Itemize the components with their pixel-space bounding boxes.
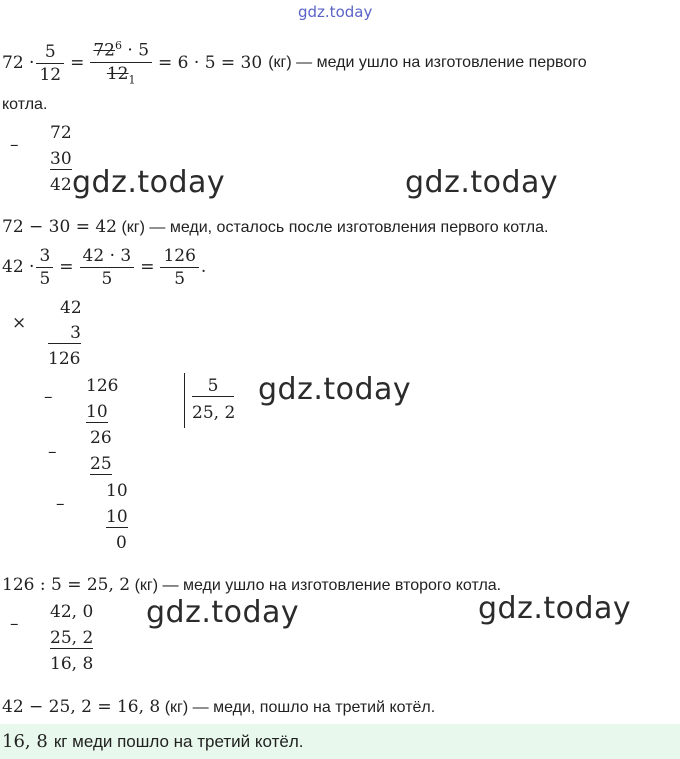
- step1-result: = 6 · 5 = 30: [158, 53, 263, 73]
- step1-text-line1: (кг) — меди ушло на изготовление первого: [268, 54, 587, 71]
- watermark: gdz.today: [258, 372, 412, 407]
- step1-fraction-2: $\frac{72^6 \cdot 5}{12_1}$: [90, 35, 152, 91]
- step3-fraction-3: $\frac{126}{5}$: [160, 245, 198, 290]
- sub1-top: 72: [50, 123, 72, 143]
- step5-line: [2, 697, 435, 717]
- division-subtract-3: 10: [106, 507, 128, 527]
- answer-text: кг меди пошло на третий котёл.: [53, 731, 304, 751]
- step3-fraction-2: $\frac{42 \cdot 3}{5}$: [80, 245, 135, 290]
- sub1-result: 42: [50, 175, 72, 195]
- step2-text: (кг) — меди, осталось после изготовления первого котла.: [121, 219, 549, 236]
- mult-sign: ×: [12, 313, 27, 333]
- mult-result: 126: [48, 349, 81, 369]
- watermark: gdz.today: [405, 165, 559, 200]
- watermark: gdz.today: [146, 595, 300, 630]
- division-minus-2: –: [48, 442, 57, 462]
- sub2-minus: –: [10, 614, 19, 634]
- answer-box: [0, 724, 680, 759]
- step3-fraction-1: $\frac{3}{5}$: [36, 245, 53, 290]
- answer-value: 16, 8: [2, 731, 48, 752]
- division-minus-1: –: [44, 387, 53, 407]
- step5-expression: 42 − 25, 2 = 16, 8: [2, 697, 161, 717]
- mult-bottom: 3: [48, 323, 81, 344]
- sub2-bottom: 25, 2: [50, 628, 94, 648]
- step4-text: (кг) — меди ушло на изготовление второго котла.: [134, 577, 502, 594]
- step1-factor: 72 ·: [2, 53, 35, 73]
- step2-line: [2, 217, 548, 237]
- watermark: gdz.today: [72, 165, 226, 200]
- step5-text: (кг) — меди, пошло на третий котёл.: [164, 699, 436, 716]
- header-watermark: gdz.today: [298, 3, 373, 21]
- division-remainder-1: 26: [90, 428, 112, 448]
- division-bar: [184, 373, 185, 428]
- division-divisor: 5: [192, 376, 234, 397]
- step3-expression: 42 · $\frac{3}{5}$ = $\frac{42 \cdot 3}{5}$ = $\frac{126}{5}$ .: [2, 245, 207, 289]
- step1-expression: 72 · $\frac{5}{12}$ = $\frac{72^6 \cdot 5}{12_1}$ = 6 · 5 = 30 (кг) — меди ушло на изготовление первого: [2, 40, 587, 86]
- sub1-bottom: 30: [50, 149, 72, 169]
- mult-top: 42: [60, 298, 82, 318]
- division-subtract-1: 10: [86, 402, 108, 422]
- step4-expression: 126 : 5 = 25, 2: [2, 575, 131, 595]
- division-remainder-3: 0: [116, 533, 127, 553]
- division-remainder-2: 10: [106, 481, 128, 501]
- sub1-minus: –: [10, 135, 19, 155]
- sub2-top: 42, 0: [50, 602, 94, 622]
- division-dividend: 126: [86, 376, 119, 396]
- sub2-result: 16, 8: [50, 654, 94, 674]
- division-quotient: 25, 2: [192, 403, 236, 423]
- step2-expression: 72 − 30 = 42: [2, 217, 117, 237]
- division-subtract-2: 25: [90, 454, 112, 474]
- step1-fraction-1: $\frac{5}{12}$: [36, 41, 64, 86]
- step1-text-line2: котла.: [2, 96, 48, 113]
- watermark: gdz.today: [478, 591, 632, 626]
- step4-line: [2, 575, 501, 595]
- division-minus-3: –: [56, 494, 65, 514]
